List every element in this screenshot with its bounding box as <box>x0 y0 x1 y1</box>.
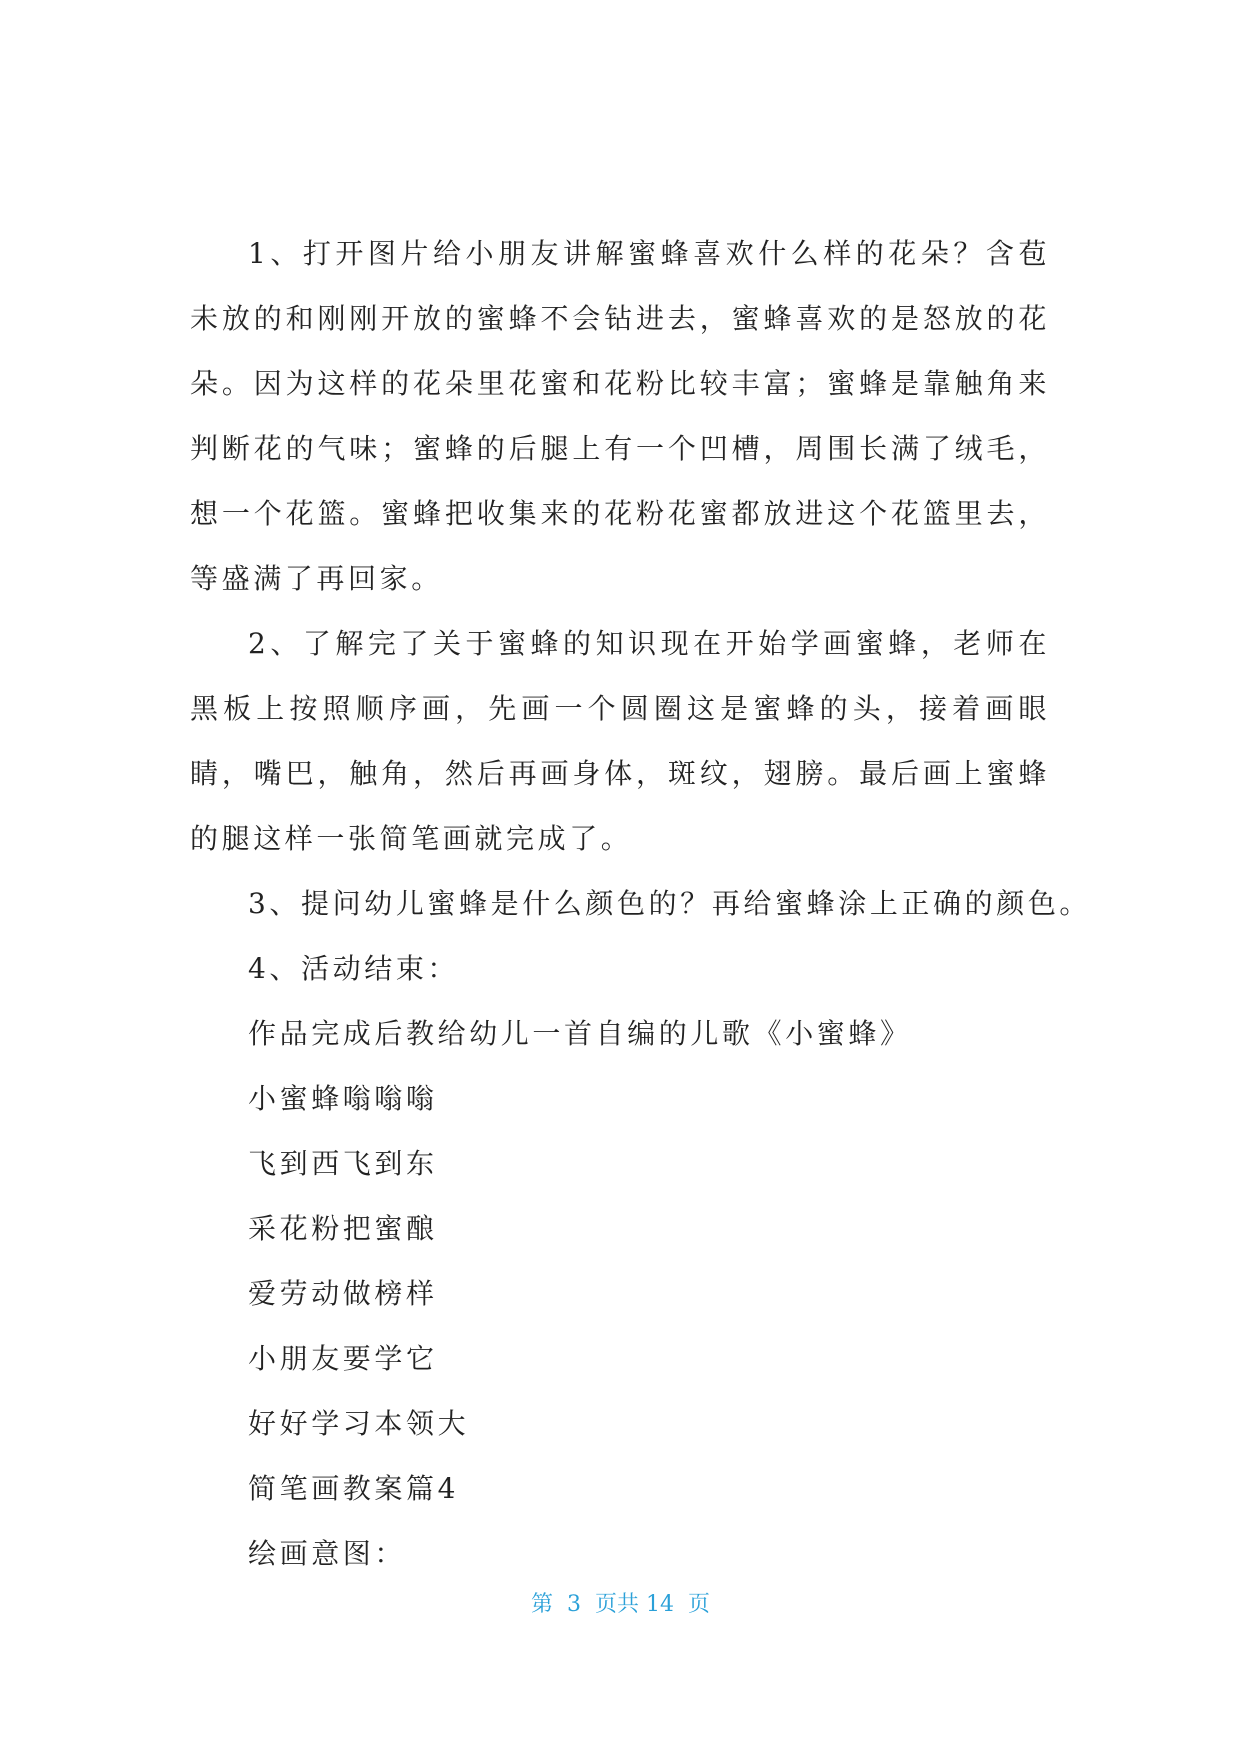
song-line-2: 飞到西飞到东 <box>248 1147 438 1180</box>
document-body <box>190 221 1092 1586</box>
line-song-intro: 作品完成后教给幼儿一首自编的儿歌《小蜜蜂》 <box>248 1017 912 1050</box>
song-line-1: 小蜜蜂嗡嗡嗡 <box>248 1082 438 1115</box>
song-line-6: 好好学习本领大 <box>248 1407 470 1440</box>
paragraph-2: 2、了解完了关于蜜蜂的知识现在开始学画蜜蜂，老师在黑板上按照顺序画，先画一个圆圈这是蜜蜂的头，接着画眼睛，嘴巴，触角，然后再画身体，斑纹，翅膀。最后画上蜜蜂的腿这样一张简笔画就完成了。 <box>190 627 1050 855</box>
paragraph-1: 1、打开图片给小朋友讲解蜜蜂喜欢什么样的花朵？含苞未放的和刚刚开放的蜜蜂不会钻进去，蜜蜂喜欢的是怒放的花朵。因为这样的花朵里花蜜和花粉比较丰富；蜜蜂是靠触角来判断花的气味；蜜蜂的后腿上有一个凹槽，周围长满了绒毛，想一个花篮。蜜蜂把收集来的花粉花蜜都放进这个花篮里去，等盛满了再回家。 <box>190 237 1050 595</box>
song-line-3: 采花粉把蜜酿 <box>248 1212 438 1245</box>
section-heading: 简笔画教案篇4 <box>248 1472 460 1505</box>
subheading-intent: 绘画意图： <box>248 1537 407 1570</box>
song-line-5: 小朋友要学它 <box>248 1342 438 1375</box>
line-step-4: 4、活动结束： <box>248 952 460 985</box>
song-line-4: 爱劳动做榜样 <box>248 1277 438 1310</box>
page-footer: 第 3 页共 14 页 <box>531 1592 710 1617</box>
line-step-3: 3、提问幼儿蜜蜂是什么颜色的？再给蜜蜂涂上正确的颜色。 <box>248 887 1092 920</box>
